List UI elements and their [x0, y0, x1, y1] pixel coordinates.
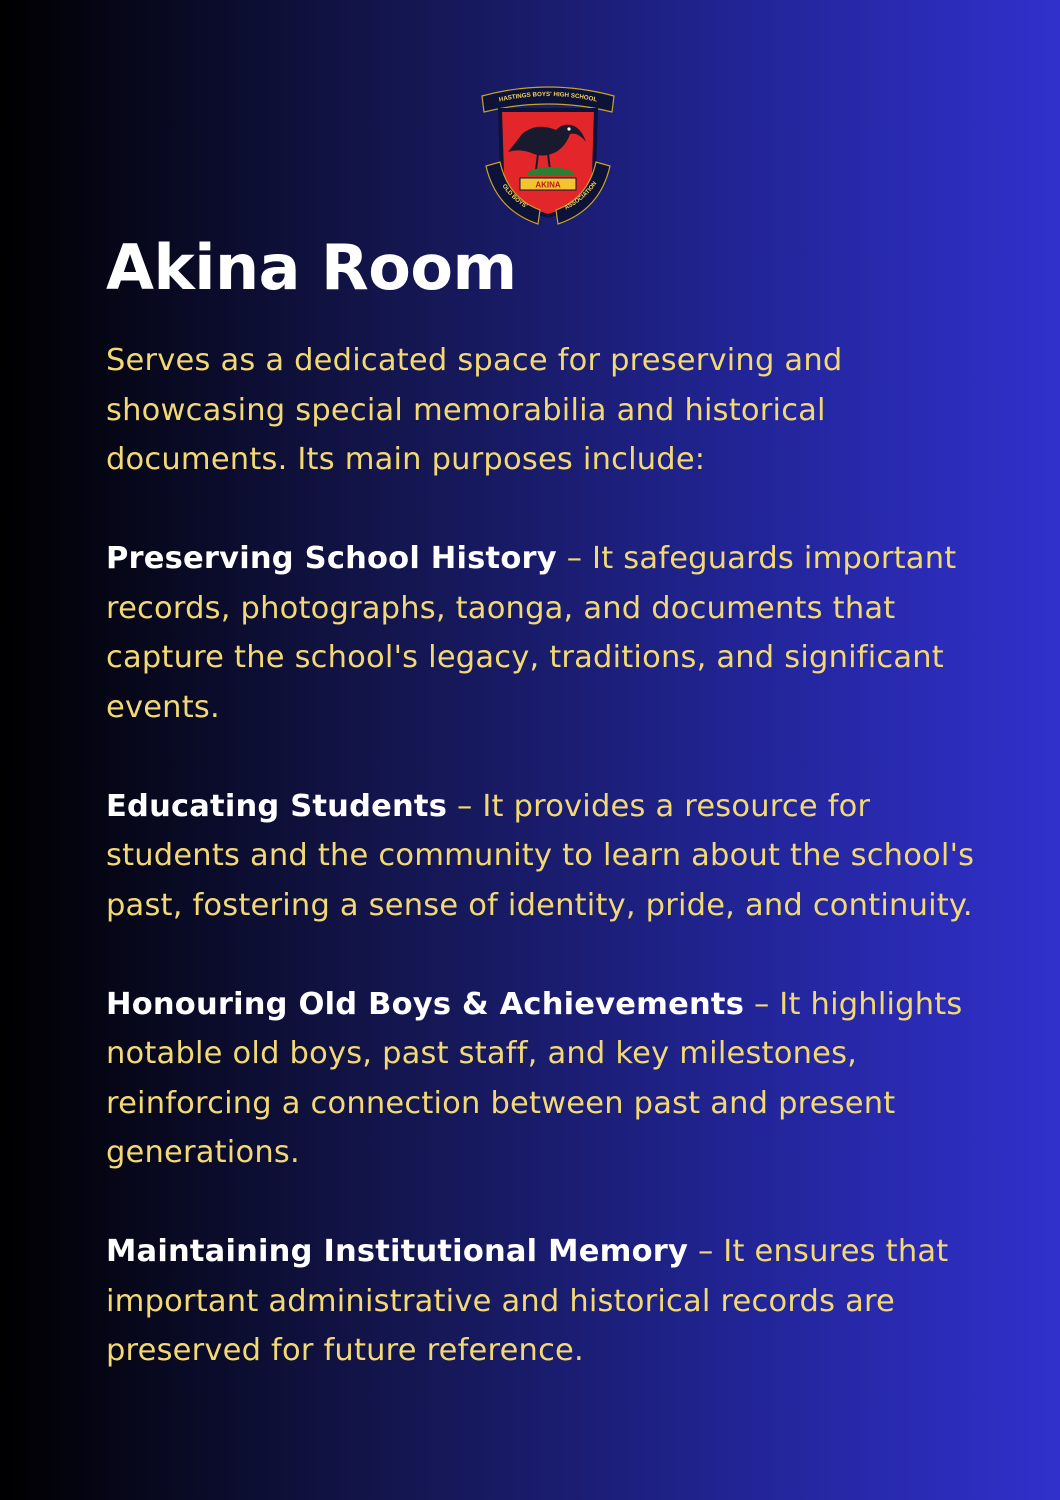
crest-banner-text: AKINA — [535, 180, 561, 190]
purpose-educating-students — [106, 782, 1006, 931]
page-title: Akina Room — [106, 231, 517, 304]
purpose-honouring-old-boys — [106, 980, 1006, 1178]
purpose-heading: Maintaining Institutional Memory — [106, 1234, 689, 1269]
school-crest-logo — [478, 82, 618, 227]
crest-bottom-left-text: OLD BOYS' — [500, 183, 529, 210]
purpose-text: – It ensures that important administrative and historical records are preserved for future reference. — [106, 1234, 949, 1368]
purpose-institutional-memory — [106, 1227, 1006, 1376]
intro-paragraph: Serves as a dedicated space for preserving and showcasing special memorabilia and historical documents. Its main purposes include: — [106, 343, 843, 477]
purpose-heading: Educating Students — [106, 788, 448, 824]
body-content — [106, 336, 1006, 1425]
purpose-text: – It safeguards important records, photographs, taonga, and documents that capture the school's legacy, traditions, and significant events. — [106, 541, 957, 725]
purpose-text: – It provides a resource for students and the community to learn about the school's past, fostering a sense of identity, pride, and continuity. — [106, 788, 975, 923]
crest-top-text: HASTINGS BOYS' HIGH SCHOOL — [498, 90, 598, 104]
purpose-text: – It highlights notable old boys, past staff, and key milestones, reinforcing a connection between past and present generations. — [106, 986, 963, 1170]
crest-bottom-right-text: ASSOCIATION — [563, 180, 599, 212]
purpose-preserving-history — [106, 534, 1006, 732]
purpose-heading: Preserving School History — [106, 541, 557, 576]
purpose-heading: Honouring Old Boys & Achievements — [106, 986, 745, 1022]
